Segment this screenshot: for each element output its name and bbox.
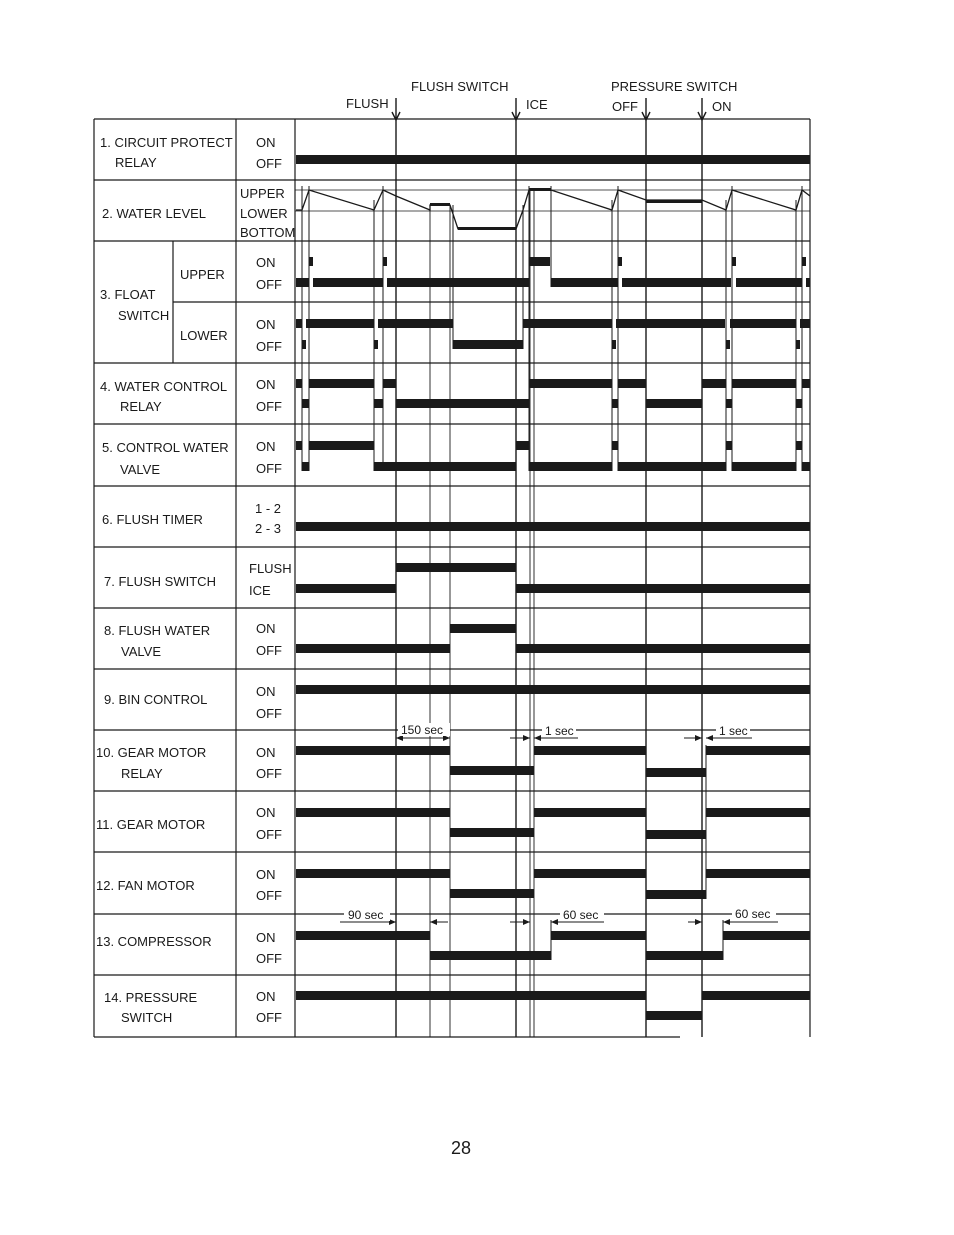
row-3-group-a: 3. FLOAT [100,287,156,302]
flush-event-label: FLUSH [346,96,389,111]
row-2-label: 2. WATER LEVEL [102,206,207,221]
timing-1-sec-a: 1 sec [545,724,574,738]
row-3b-state-off: OFF [256,339,282,354]
state-divider-lines [295,190,810,211]
row-4-label-a: 4. WATER CONTROL [100,379,228,394]
row-14-label-a: 14. PRESSURE [104,990,198,1005]
row-9-state-on: ON [256,684,276,699]
row-8-state-on: ON [256,621,276,636]
trace-13 [296,931,810,960]
trace-14 [296,991,810,1020]
row-13-label: 13. COMPRESSOR [96,934,212,949]
trace-7 [296,563,810,593]
page-number: 28 [451,1138,472,1158]
row-7-label: 7. FLUSH SWITCH [104,574,216,589]
row-9-label: 9. BIN CONTROL [104,692,208,707]
row-10-label-b: RELAY [121,766,163,781]
timing-150-sec: 150 sec [401,723,444,737]
row-11-state-on: ON [256,805,276,820]
trace-6 [296,522,810,531]
row-4-label-b: RELAY [120,399,162,414]
ice-event-label: ICE [526,97,548,112]
row-8-label-a: 8. FLUSH WATER [104,623,211,638]
pressure-off-arrow [642,98,650,120]
row-9-state-off: OFF [256,706,282,721]
row-14-state-on: ON [256,989,276,1004]
timing-60-sec-a: 60 sec [563,908,599,922]
row-10-label-a: 10. GEAR MOTOR [96,745,207,760]
row-1-state-on: ON [256,135,276,150]
trace-3-upper [296,257,810,287]
row-2-state-lower: LOWER [240,206,288,221]
trace-2-water-level [296,190,810,229]
row-12-label: 12. FAN MOTOR [96,878,195,893]
row-11-state-off: OFF [256,827,282,842]
trace-5 [296,441,810,471]
flush-arrow [392,98,400,120]
row-2-state-upper: UPPER [240,186,285,201]
row-7-state-ice: ICE [249,583,271,598]
row-13-state-on: ON [256,930,276,945]
flush-switch-event-label: FLUSH SWITCH [411,79,509,94]
row-3-lower-label: LOWER [180,328,228,343]
trace-1-off [296,155,810,164]
row-3b-state-on: ON [256,317,276,332]
row-3-upper-label: UPPER [180,267,225,282]
row-12-state-on: ON [256,867,276,882]
row-7-state-flush: FLUSH [249,561,292,576]
row-3a-state-on: ON [256,255,276,270]
event-markers [346,79,737,120]
pressure-on-arrow [698,98,706,120]
timing-60-sec-b: 60 sec [735,907,771,921]
row-10-state-off: OFF [256,766,282,781]
pressure-on-event-label: ON [712,99,732,114]
row-4-state-off: OFF [256,399,282,414]
event-guide-lines [396,119,702,1037]
row-6-state-12: 1 - 2 [255,501,282,516]
trace-12 [296,869,810,899]
trace-3-lower [296,319,810,349]
row-10-state-on: ON [256,745,276,760]
row-5-label-a: 5. CONTROL WATER [102,440,229,455]
trace-9 [296,685,810,694]
row-14-label-b: SWITCH [121,1010,173,1025]
row-labels [96,135,233,1025]
row-3-group-b: SWITCH [118,308,170,323]
trace-11 [296,808,810,839]
row-11-label: 11. GEAR MOTOR [96,817,206,832]
row-5-state-off: OFF [256,461,282,476]
signal-traces [296,155,810,1020]
row-8-label-b: VALVE [121,644,161,659]
row-6-state-23: 2 - 3 [255,521,282,536]
timing-90-sec: 90 sec [348,908,384,922]
trace-8 [296,624,810,653]
row-12-state-off: OFF [256,888,282,903]
pressure-switch-event-label: PRESSURE SWITCH [611,79,738,94]
trace-4 [296,379,810,408]
trace-10 [296,746,810,777]
row-3a-state-off: OFF [256,277,282,292]
row-4-state-on: ON [256,377,276,392]
row-1-label-b: RELAY [115,155,157,170]
ice-arrow [512,98,520,120]
row-5-label-b: VALVE [120,462,160,477]
row-8-state-off: OFF [256,643,282,658]
timing-1-sec-b: 1 sec [719,724,748,738]
row-1-label-a: 1. CIRCUIT PROTECT [100,135,233,150]
pressure-off-event-label: OFF [612,99,638,114]
row-6-label: 6. FLUSH TIMER [102,512,203,527]
row-2-state-bottom: BOTTOM [240,225,296,240]
row-13-state-off: OFF [256,951,282,966]
row-5-state-on: ON [256,439,276,454]
state-labels [240,135,295,1025]
row-1-state-off: OFF [256,156,282,171]
row-14-state-off: OFF [256,1010,282,1025]
